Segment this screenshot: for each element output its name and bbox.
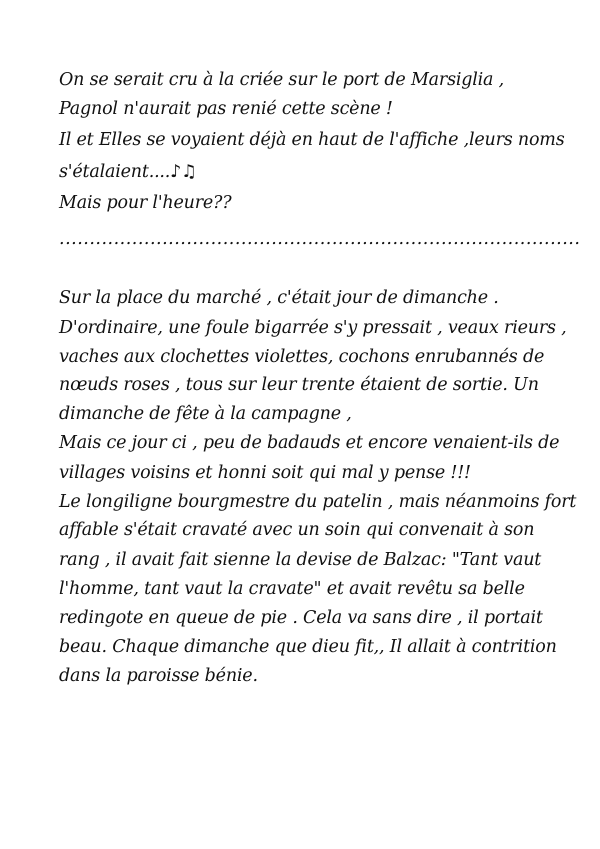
text-line: affable s'était cravaté avec un soin qui convenait à son bbox=[59, 520, 535, 540]
text-line: Mais pour l'heure?? bbox=[59, 193, 232, 213]
text-line: redingote en queue de pie . Cela va sans dire , il portait bbox=[59, 608, 543, 628]
text-line: rang , il avait fait sienne la devise de Balzac: "Tant vaut bbox=[59, 550, 542, 570]
text-line: s'étalaient....♪♫ bbox=[59, 162, 197, 182]
text-line: nœuds roses , tous sur leur trente étaient de sortie. Un bbox=[59, 375, 539, 395]
text-line: Pagnol n'aurait pas renié cette scène ! bbox=[59, 99, 393, 119]
text-line: Sur la place du marché , c'était jour de dimanche . bbox=[59, 288, 499, 308]
text-line: l'homme, tant vaut la cravate" et avait revêtu sa belle bbox=[59, 579, 525, 599]
dotted-separator: ...................................................................................... bbox=[59, 229, 581, 249]
text-line: D'ordinaire, une foule bigarrée s'y pressait , veaux rieurs , bbox=[59, 318, 567, 338]
text-line: dans la paroisse bénie. bbox=[59, 666, 258, 686]
text-line: Il et Elles se voyaient déjà en haut de l'affiche ,leurs noms bbox=[59, 130, 565, 150]
text-line: Mais ce jour ci , peu de badauds et encore venaient-ils de bbox=[59, 433, 560, 453]
text-line: beau. Chaque dimanche que dieu fit,, Il allait à contrition bbox=[59, 637, 557, 657]
text-line: villages voisins et honni soit qui mal y pense !!! bbox=[59, 463, 471, 483]
text-line: dimanche de fête à la campagne , bbox=[59, 404, 352, 424]
text-line: vaches aux clochettes violettes, cochons enrubannés de bbox=[59, 347, 545, 367]
text-line: On se serait cru à la criée sur le port de Marsiglia , bbox=[59, 70, 505, 90]
text-line: Le longiligne bourgmestre du patelin , mais néanmoins fort bbox=[59, 492, 577, 512]
